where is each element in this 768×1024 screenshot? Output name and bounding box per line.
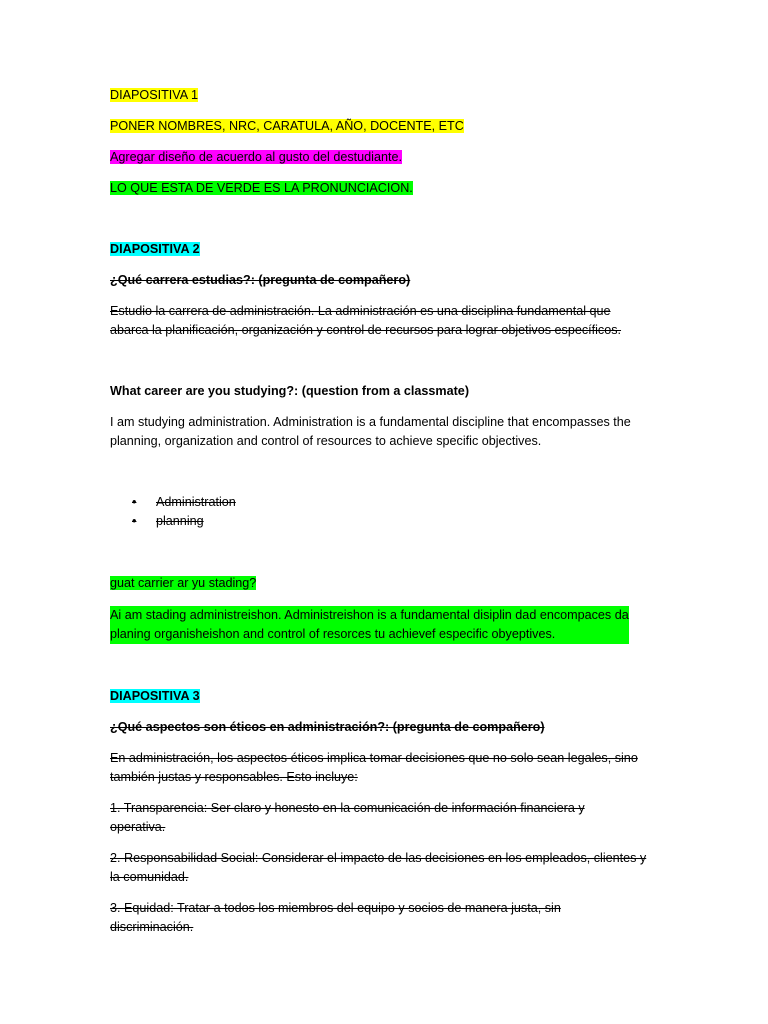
- slide1-line2: [110, 148, 402, 167]
- slide3-item2-line2: la comunidad.: [110, 870, 189, 884]
- slide2-answer-en-line2: planning, organization and control of resources to achieve specific objectives.: [110, 434, 542, 448]
- slide1-title-text: DIAPOSITIVA 1: [110, 88, 198, 102]
- slide2-title: [110, 240, 200, 259]
- slide2-answer-es: [110, 302, 621, 340]
- slide3-title: [110, 687, 200, 706]
- slide3-item2-line1: 2. Responsabilidad Social: Considerar el impacto de las decisiones en los empleados, clientes y: [110, 851, 647, 865]
- slide3-intro: [110, 749, 638, 787]
- slide1-line3: [110, 179, 413, 198]
- slide2-pron-answer-line2: [110, 625, 629, 644]
- slide3-intro-line2: también justas y responsables. Esto incluye:: [110, 770, 358, 784]
- slide2-pron-question: [110, 574, 256, 593]
- slide3-intro-line1: En administración, los aspectos éticos implica tomar decisiones que no solo sean legales, sino: [110, 751, 638, 765]
- slide2-answer-es-line2: abarca la planificación, organización y control de recursos para lograr objetivos específicos.: [110, 323, 622, 337]
- slide3-item3-line1: 3. Equidad: Tratar a todos los miembros del equipo y socios de manera justa, sin: [110, 901, 561, 915]
- slide2-answer-en-line1: I am studying administration. Administration is a fundamental discipline that encompasses the: [110, 415, 631, 429]
- bullet-icon: •: [132, 495, 137, 509]
- slide3-item1: [110, 799, 585, 837]
- bullet-item-planning: [110, 512, 236, 531]
- slide3-item1-line2: operativa.: [110, 820, 166, 834]
- slide2-pron-answer-line1-text: Ai am stading administreishon. Administreishon is a fundamental disiplin dad encompaces da: [110, 606, 629, 625]
- slide1-line1-text: PONER NOMBRES, NRC, CARATULA, AÑO, DOCENTE, ETC: [110, 119, 464, 133]
- bullet-item-label: Administration: [156, 495, 236, 509]
- slide2-answer-es-line1: Estudio la carrera de administración. La administración es una disciplina fundamental que: [110, 304, 611, 318]
- slide1-line2-text: Agregar diseño de acuerdo al gusto del destudiante.: [110, 150, 402, 164]
- slide2-pron-question-text: guat carrier ar yu stading?: [110, 576, 257, 590]
- slide1-line3-text: LO QUE ESTA DE VERDE ES LA PRONUNCIACION.: [110, 181, 413, 195]
- slide3-item2: [110, 849, 646, 887]
- slide2-pron-answer: [110, 606, 629, 644]
- slide3-item1-line1: 1. Transparencia: Ser claro y honesto en la comunicación de información financiera y: [110, 801, 585, 815]
- slide2-title-text: DIAPOSITIVA 2: [110, 242, 200, 256]
- bullet-item-administration: [110, 493, 236, 512]
- bullet-item-label: planning: [156, 514, 204, 528]
- slide3-item3-line2: discriminación.: [110, 920, 194, 934]
- slide2-answer-en: [110, 413, 631, 451]
- keyword-bullet-list: [110, 493, 236, 531]
- slide2-pron-answer-line1: [110, 606, 629, 625]
- slide1-line1: [110, 117, 464, 136]
- slide2-pron-answer-line2-text: planing organisheishon and control of resorces tu achievef especific obyeptives.: [110, 625, 629, 644]
- slide2-question-en: What career are you studying?: (question from a classmate): [110, 384, 470, 398]
- slide2-question-es: ¿Qué carrera estudias?: (pregunta de compañero): [110, 273, 411, 287]
- slide3-title-text: DIAPOSITIVA 3: [110, 689, 200, 703]
- slide3-question-es: ¿Qué aspectos son éticos en administración?: (pregunta de compañero): [110, 720, 545, 734]
- bullet-icon: •: [132, 514, 137, 528]
- slide1-title: [110, 86, 198, 105]
- slide3-item3: [110, 899, 561, 937]
